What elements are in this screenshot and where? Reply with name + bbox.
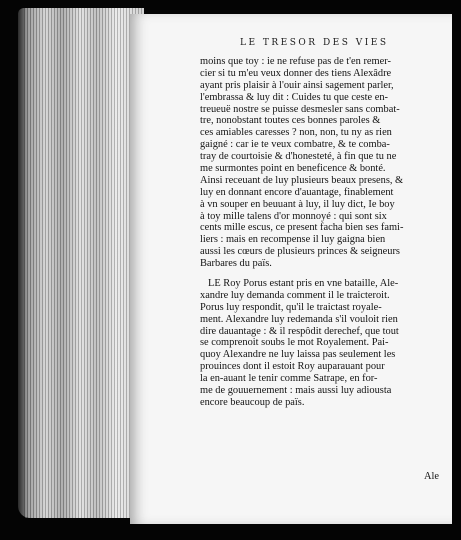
text-line: xandre luy demanda comment il le traicteroit. xyxy=(200,289,390,301)
paragraph-1 xyxy=(200,56,452,270)
text-line: aussi les cœurs de plusieurs princes & seigneurs xyxy=(200,246,400,258)
text-line: Barbares du païs. xyxy=(200,258,272,270)
text-line: liers : mais en recompense il luy gaigna bien xyxy=(200,234,386,246)
text-line: treueuë nostre se puisse desmesler sans combat- xyxy=(200,103,400,115)
text-line: me de gouuernement : mais aussi luy adiousta xyxy=(200,385,392,397)
text-line: encore beaucoup de païs. xyxy=(200,396,305,408)
text-line: cier si tu m'eu veux donner des tiens Alexâdre xyxy=(200,67,392,79)
text-line: ces amiables caresses ? non, non, tu ny as rien xyxy=(200,127,392,139)
text-line: tray de courtoisie & d'honesteté, à fin que tu ne xyxy=(200,151,397,163)
text-line: cents mille escus, ce present facha bien ses fami- xyxy=(200,222,404,234)
running-head: LE TRESOR DES VIES xyxy=(240,38,389,48)
paragraph-2 xyxy=(200,278,452,409)
catchword: Ale xyxy=(424,471,440,482)
page-text xyxy=(200,56,452,409)
text-line: à vn souper en beuuant à luy, il luy dict, Ie boy xyxy=(200,198,395,210)
text-line: luy en donnant encore d'auantage, finablement xyxy=(200,186,394,198)
text-line: à toy mille talens d'or monnoyé : qui sont six xyxy=(200,210,387,222)
text-line: ayant pris plaisir à l'ouir ainsi sagement parler, xyxy=(200,79,394,91)
text-line: la en-auant le tenir comme Satrape, en for- xyxy=(200,373,378,385)
page-edges xyxy=(18,8,144,518)
text-line: ment. Alexandre luy redemanda s'il vouloit rien xyxy=(200,313,398,325)
text-line: prouinces dont il estoit Roy auparauant pour xyxy=(200,361,385,373)
text-line: LE Roy Porus estant pris en vne bataille, Ale- xyxy=(208,278,399,290)
text-line: quoy Alexandre ne luy laissa pas seulement les xyxy=(200,349,396,361)
text-line: l'embrassa & luy dit : Cuides tu que ceste en- xyxy=(200,91,388,103)
text-line: moins que toy : ie ne refuse pas de t'en remer- xyxy=(200,56,391,67)
text-line: tre, nonobstant toutes ces bonnes paroles & xyxy=(200,115,381,127)
text-line: se comprenoit soubs le mot Royalement. Pai- xyxy=(200,337,389,349)
text-line: gaigné : car ie te veux combatre, & te comba- xyxy=(200,139,390,151)
text-line: me surmontes point en beneficence & bonté. xyxy=(200,163,386,175)
text-line: Porus luy respondit, qu'il le traictast royale- xyxy=(200,301,382,313)
text-line: Ainsi receuant de luy plusieurs beaux presens, & xyxy=(200,174,404,186)
text-line: dire dauantage : & il respôdit derechef, que tout xyxy=(200,325,399,337)
